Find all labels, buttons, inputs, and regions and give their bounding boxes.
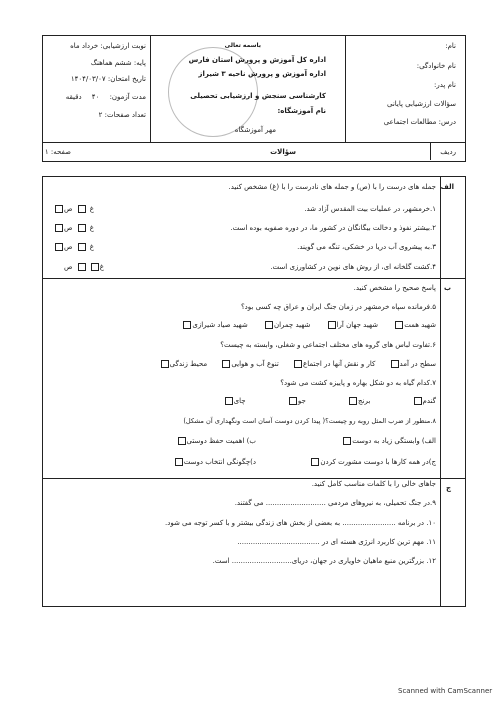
header-org-assessment: کارشناسی سنجش و ارزشیابی تحصیلی: [190, 92, 326, 100]
family-name-label: نام خانوادگی:: [416, 62, 456, 70]
row-column-label: ردیف: [440, 148, 456, 156]
q2-false-checkbox[interactable]: [55, 224, 63, 232]
question-2: ۲.بیشتر نفوذ و دخالت بیگانگان در کشور ما، در دوره صفویه بوده است.: [230, 224, 436, 232]
section-a-letter: الف: [440, 183, 454, 191]
q6-option-4-checkbox[interactable]: [161, 360, 169, 368]
q1-false-checkbox[interactable]: [55, 205, 63, 213]
header-divider-right: [345, 35, 346, 142]
header-org-district: اداره آموزش و پرورش ناحیه ۳ شیراز: [198, 70, 326, 78]
header-divider-left: [150, 35, 151, 142]
q8-option-d[interactable]: [174, 458, 256, 467]
q5-option-4-label: شهید صیاد شیرازی: [192, 321, 248, 329]
duration-value: ۴۰: [91, 93, 100, 101]
q8-option-b-checkbox[interactable]: [178, 437, 186, 445]
q8-option-c[interactable]: [310, 458, 436, 467]
q6-option-4[interactable]: [160, 360, 207, 368]
q2-false-label: غ: [89, 224, 94, 232]
question-9: ۹.در جنگ تحمیلی، به نیروهای مردمی ........................... می گفتند.: [234, 499, 436, 507]
question-5-options: [182, 321, 436, 330]
section-c-letter: ج: [445, 484, 451, 492]
q8-option-a-label: الف) وابستگی زیاد به دوست: [352, 437, 436, 445]
section-b-letter: ب: [443, 284, 451, 292]
q6-option-1[interactable]: [390, 360, 436, 368]
exam-date: تاریخ امتحان: ۱۴۰۴/۰۳/۰۷: [70, 75, 146, 83]
header-org-province: اداره کل آموزش و پرورش استان فارس: [188, 56, 326, 64]
question-4-answer: [64, 263, 104, 272]
q5-option-1-checkbox[interactable]: [395, 321, 403, 329]
questions-column-label: سؤالات: [270, 148, 296, 156]
q8-option-c-checkbox[interactable]: [311, 458, 319, 466]
q7-option-1[interactable]: [413, 397, 436, 405]
question-2-answer: [54, 224, 94, 233]
school-seal-label: مهر آموزشگاه: [234, 126, 276, 134]
q7-option-2-label: برنج: [358, 397, 371, 405]
question-1-answer: [54, 205, 94, 214]
subject-label: درس: مطالعات اجتماعی: [383, 118, 456, 126]
q6-option-3-label: تنوع آب و هوایی: [231, 360, 279, 368]
q7-option-4-label: چای: [233, 397, 246, 405]
q5-option-2-label: شهید جهان آرا: [336, 321, 379, 329]
q2-true-checkbox[interactable]: [78, 224, 86, 232]
row-column-divider: [430, 142, 431, 160]
q4-false-label: غ: [99, 263, 104, 271]
q4-true-label: ص: [64, 263, 73, 271]
question-11: ۱۱. مهم ترین کاربرد انرژی هسته ای در .....................................: [237, 538, 436, 546]
q6-option-1-checkbox[interactable]: [391, 360, 399, 368]
q5-option-1[interactable]: [394, 321, 436, 329]
duration-label: مدت آزمون:: [109, 93, 146, 101]
q5-option-3-label: شهید چمران: [273, 321, 311, 329]
scanner-watermark: Scanned with CamScanner: [398, 687, 493, 695]
father-name-label: نام پدر:: [433, 81, 456, 89]
exam-grade: پایه: ششم هماهنگ: [90, 59, 146, 67]
q5-option-3-checkbox[interactable]: [265, 321, 273, 329]
q3-true-label: ص: [64, 243, 73, 251]
q8-option-d-label: د)چگونگی انتخاب دوست: [183, 458, 256, 466]
student-name-label: نام:: [445, 42, 456, 50]
q6-option-3[interactable]: [221, 360, 278, 368]
q1-false-label: غ: [89, 205, 94, 213]
section-a-instruction: جمله های درست را با (ص) و جمله های نادرست را با (غ) مشخص کنید.: [228, 183, 436, 191]
q7-option-3-label: جو: [297, 397, 306, 405]
q6-option-2[interactable]: [293, 360, 375, 368]
q2-true-label: ص: [64, 224, 73, 232]
q7-option-4[interactable]: [224, 397, 246, 405]
q1-true-label: ص: [64, 205, 73, 213]
question-12: ۱۲. بزرگترین منبع ماهیان خاویاری در جهان، دریای........................... است.: [212, 557, 436, 565]
q4-false-checkbox[interactable]: [91, 263, 99, 271]
q7-option-1-checkbox[interactable]: [414, 397, 422, 405]
exam-session: نوبت ارزشیابی: خرداد ماه: [70, 42, 146, 50]
section-letter-divider: [440, 176, 441, 606]
q8-option-a-checkbox[interactable]: [343, 437, 351, 445]
q7-option-3-checkbox[interactable]: [289, 397, 297, 405]
q7-option-3[interactable]: [288, 397, 306, 405]
q8-option-c-label: ج)در همه کارها با دوست مشورت کردن: [320, 458, 436, 466]
section-c-instruction: جاهای خالی را با کلمات مناسب کامل کنید.: [311, 480, 436, 488]
question-8: ۸.منظور از ضرب المثل روبه رو چیست؟( پیدا کردن دوست آسان است ونگهداری آن مشکل): [183, 417, 436, 425]
q5-option-4[interactable]: [182, 321, 247, 329]
question-7: ۷.کدام گیاه به دو شکل بهاره و پاییزه کشت می شود؟: [280, 379, 436, 387]
q7-option-1-label: گندم: [422, 397, 436, 405]
question-10: ۱۰. در برنامه ........................ به بعضی از بخش های زندگی بیشتر و با کسر توجه می شود.: [164, 519, 436, 527]
q5-option-3[interactable]: [264, 321, 310, 329]
q6-option-1-label: سطح در آمد: [399, 360, 436, 368]
q6-option-2-label: کار و نقش آنها در اجتماع: [303, 360, 376, 368]
section-b-bottom-line: [42, 478, 465, 479]
question-1: ۱.خرمشهر، در عملیات بیت المقدس آزاد شد.: [304, 205, 436, 213]
q3-false-checkbox[interactable]: [55, 243, 63, 251]
q1-true-checkbox[interactable]: [78, 205, 86, 213]
page-number-label: صفحه: ۱: [44, 148, 71, 156]
question-3: ۳.به پیشروی آب دریا در خشکی، تنگه می گویند.: [297, 243, 436, 251]
question-5: ۵.فرمانده سپاه خرمشهر در زمان جنگ ایران و عراق چه کسی بود؟: [240, 303, 436, 311]
q4-true-checkbox[interactable]: [78, 263, 86, 271]
exam-duration: [66, 93, 146, 102]
section-a-bottom-line: [42, 278, 465, 279]
question-4: ۴.کشت گلخانه ای، از روش های نوین در کشاورزی است.: [270, 263, 436, 271]
school-name-label: نام آموزشگاه:: [277, 107, 326, 115]
q6-option-3-checkbox[interactable]: [222, 360, 230, 368]
header-basmala: باسمه تعالی: [224, 42, 261, 49]
q7-option-2[interactable]: [348, 397, 370, 405]
q7-option-2-checkbox[interactable]: [349, 397, 357, 405]
section-b-instruction: پاسخ صحیح را مشخص کنید.: [353, 284, 436, 292]
q5-option-2[interactable]: [327, 321, 378, 329]
exam-title: سؤالات ارزشیابی پایانی: [386, 100, 456, 108]
q5-option-4-checkbox[interactable]: [183, 321, 191, 329]
question-7-options: [224, 397, 436, 406]
q6-option-4-label: محیط زندگی: [169, 360, 208, 368]
header-bottom-line: [42, 142, 465, 143]
q7-option-4-checkbox[interactable]: [225, 397, 233, 405]
question-6-options: [160, 360, 436, 369]
q8-option-d-checkbox[interactable]: [175, 458, 183, 466]
q8-option-a[interactable]: [342, 437, 436, 446]
question-3-answer: [54, 243, 94, 252]
q5-option-2-checkbox[interactable]: [328, 321, 336, 329]
q3-false-label: غ: [89, 243, 94, 251]
question-6: ۶.تفاوت لباس های گروه های مختلف اجتماعی و شغلی، وابسته به چیست؟: [220, 341, 436, 349]
exam-pages: تعداد صفحات: ۲: [98, 111, 146, 119]
q3-true-checkbox[interactable]: [78, 243, 86, 251]
q5-option-1-label: شهید همت: [404, 321, 436, 329]
q8-option-b-label: ب) اهمیت حفظ دوستی: [186, 437, 256, 445]
duration-unit: دقیقه: [65, 93, 82, 101]
q8-option-b[interactable]: [177, 437, 257, 446]
q6-option-2-checkbox[interactable]: [294, 360, 302, 368]
